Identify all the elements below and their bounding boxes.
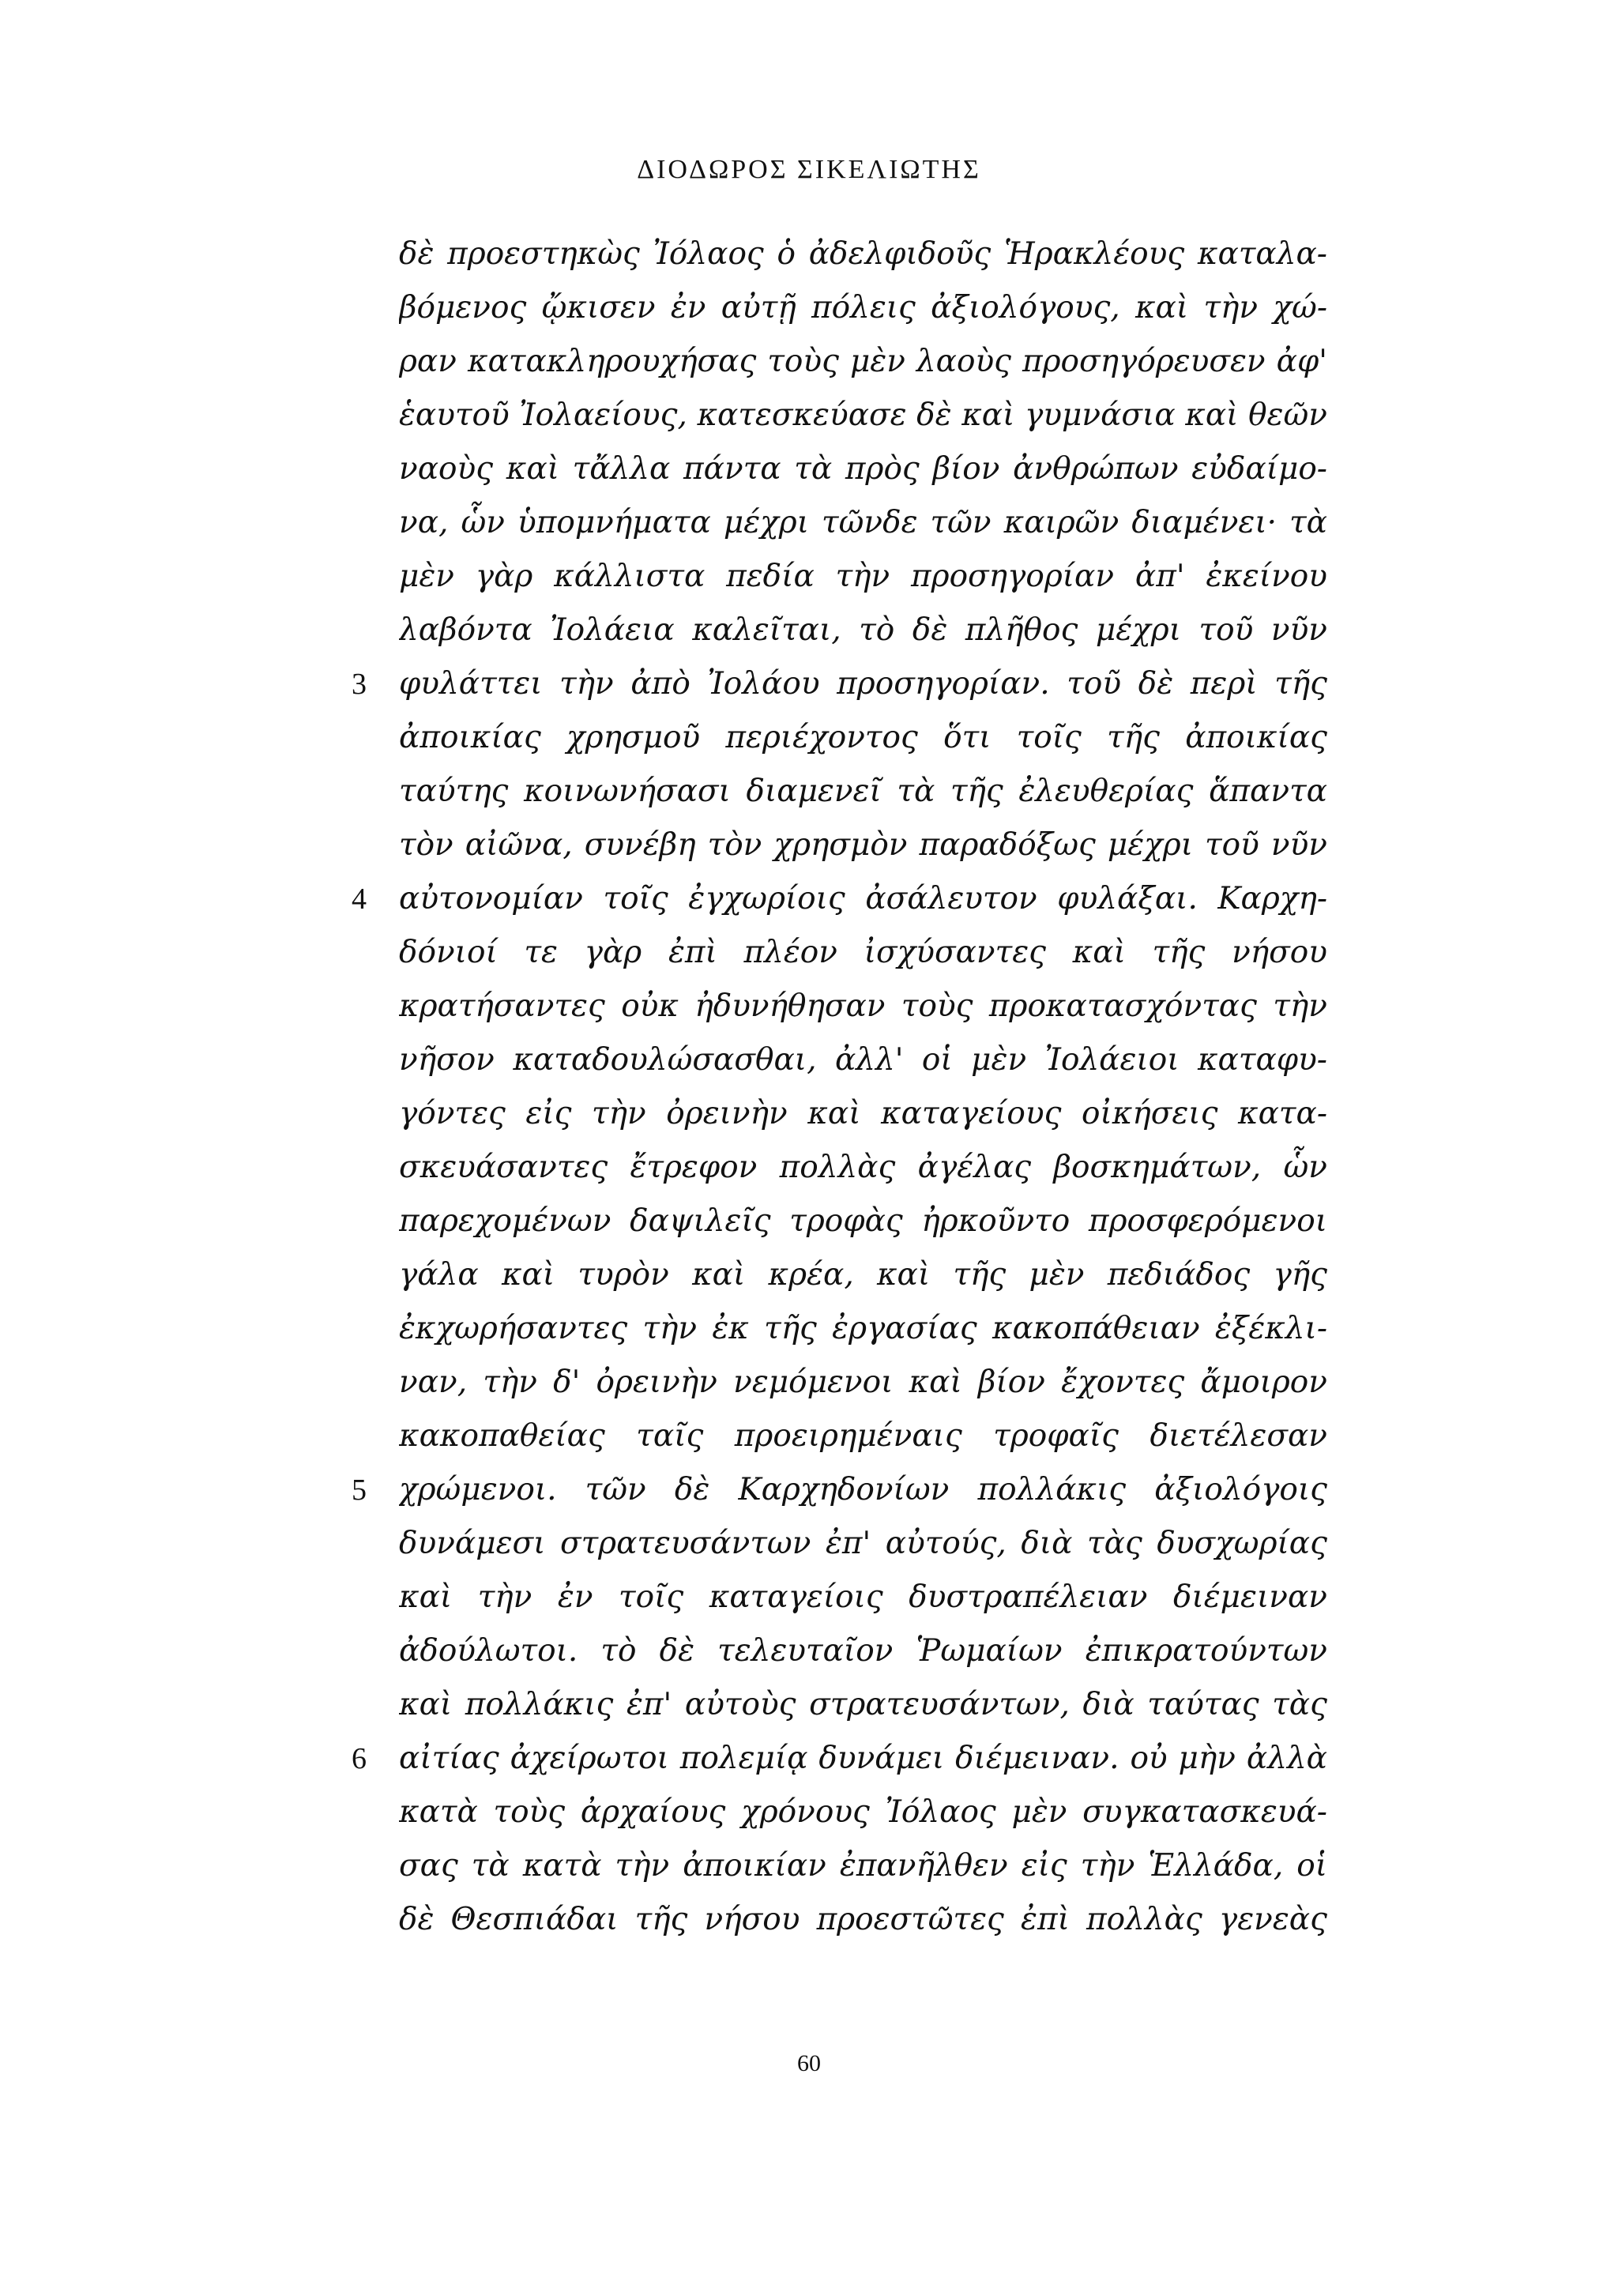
text-line (352, 1732, 1327, 1786)
running-head: ΔΙΟΔΩΡΟΣ ΣΙΚΕΛΙΩΤΗΣ (637, 155, 981, 184)
text-line (399, 819, 1327, 872)
line-text: ἐκχωρήσαντες τὴν ἐκ τῆς ἐργασίας κακοπάθειαν ἐξέκλι- (399, 1311, 1327, 1346)
line-text: σκευάσαντες ἔτρεφον πολλὰς ἀγέλας βοσκημάτων, ὧν (399, 1150, 1327, 1185)
line-text: λαβόντα Ἰολάεια καλεῖται, τὸ δὲ πλῆθος μέχρι τοῦ νῦν (399, 612, 1327, 648)
text-line (352, 1463, 1327, 1517)
line-text: ταύτης κοινωνήσασι διαμενεῖ τὰ τῆς ἐλευθερίας ἅπαντα (399, 773, 1327, 809)
line-text: μὲν γὰρ κάλλιστα πεδία τὴν προσηγορίαν ἀπ' ἐκείνου (399, 559, 1327, 594)
text-line (399, 442, 1327, 496)
line-text: αὐτονομίαν τοῖς ἐγχωρίοις ἀσάλευτον φυλάξαι. Καρχη- (399, 881, 1327, 917)
text-line (399, 1356, 1327, 1410)
text-line (399, 1087, 1327, 1141)
line-text: καὶ πολλάκις ἐπ' αὐτοὺς στρατευσάντων, διὰ ταύτας τὰς (399, 1687, 1327, 1722)
text-line (399, 1678, 1327, 1732)
line-text: ἑαυτοῦ Ἰολαείους, κατεσκεύασε δὲ καὶ γυμνάσια καὶ θεῶν (399, 397, 1327, 433)
line-text: κρατήσαντες οὐκ ἠδυνήθησαν τοὺς προκατασχόντας τὴν (399, 988, 1327, 1024)
line-text: χρώμενοι. τῶν δὲ Καρχηδονίων πολλάκις ἀξιολόγοις (399, 1472, 1327, 1507)
line-text: σας τὰ κατὰ τὴν ἀποικίαν ἐπανῆλθεν εἰς τὴν Ἑλλάδα, οἱ (399, 1848, 1327, 1884)
text-line (399, 1839, 1327, 1893)
line-text: ἀδούλωτοι. τὸ δὲ τελευταῖον Ῥωμαίων ἐπικρατούντων (399, 1633, 1327, 1669)
text-line (399, 604, 1327, 657)
line-text: ἀποικίας χρησμοῦ περιέχοντος ὅτι τοῖς τῆς ἀποικίας (399, 720, 1327, 755)
text-line (399, 281, 1327, 335)
text-line (399, 228, 1327, 281)
text-line (399, 926, 1327, 980)
section-number: 5 (352, 1474, 367, 1507)
text-line (352, 657, 1327, 711)
text-line (399, 765, 1327, 819)
section-number: 3 (352, 668, 367, 701)
line-text: κακοπαθείας ταῖς προειρημέναις τροφαῖς διετέλεσαν (399, 1418, 1327, 1454)
line-text: δὲ Θεσπιάδαι τῆς νήσου προεστῶτες ἐπὶ πολλὰς γενεὰς (399, 1902, 1327, 1937)
line-text: να, ὧν ὑπομνήματα μέχρι τῶνδε τῶν καιρῶν διαμένει· τὰ (399, 505, 1327, 540)
text-line (399, 550, 1327, 604)
text-line (399, 1033, 1327, 1087)
line-text: καὶ τὴν ἐν τοῖς καταγείοις δυστραπέλειαν διέμειναν (399, 1579, 1327, 1615)
text-line (399, 1786, 1327, 1839)
text-line (399, 1248, 1327, 1302)
section-number: 4 (352, 883, 367, 916)
line-text: παρεχομένων δαψιλεῖς τροφὰς ἠρκοῦντο προσφερόμενοι (399, 1203, 1327, 1239)
line-text: ναν, τὴν δ' ὀρεινὴν νεμόμενοι καὶ βίον ἔχοντες ἄμοιρον (399, 1364, 1327, 1400)
text-line (399, 711, 1327, 765)
section-number: 6 (352, 1742, 367, 1775)
line-text: τὸν αἰῶνα, συνέβη τὸν χρησμὸν παραδόξως μέχρι τοῦ νῦν (399, 827, 1327, 863)
line-text: γάλα καὶ τυρὸν καὶ κρέα, καὶ τῆς μὲν πεδιάδος γῆς (399, 1257, 1327, 1293)
text-line (399, 496, 1327, 550)
text-line (399, 389, 1327, 442)
line-text: δόνιοί τε γὰρ ἐπὶ πλέον ἰσχύσαντες καὶ τῆς νήσου (399, 935, 1327, 970)
line-text: βόμενος ᾤκισεν ἐν αὐτῇ πόλεις ἀξιολόγους, καὶ τὴν χώ- (399, 290, 1327, 326)
text-line (399, 1195, 1327, 1248)
line-text: κατὰ τοὺς ἀρχαίους χρόνους Ἰόλαος μὲν συγκατασκευά- (399, 1794, 1327, 1830)
text-line (399, 1893, 1327, 1947)
text-line (399, 1517, 1327, 1571)
text-line (399, 1410, 1327, 1463)
line-text: φυλάττει τὴν ἀπὸ Ἰολάου προσηγορίαν. τοῦ δὲ περὶ τῆς (399, 666, 1327, 702)
text-line (399, 1302, 1327, 1356)
text-line (399, 1624, 1327, 1678)
text-line (399, 980, 1327, 1033)
line-text: αἰτίας ἀχείρωτοι πολεμίᾳ δυνάμει διέμειναν. οὐ μὴν ἀλλὰ (399, 1741, 1327, 1776)
page-number: 60 (797, 2050, 821, 2076)
line-text: δὲ προεστηκὼς Ἰόλαος ὁ ἀδελφιδοῦς Ἡρακλέους καταλα- (399, 236, 1327, 272)
line-text: νῆσον καταδουλώσασθαι, ἀλλ' οἱ μὲν Ἰολάειοι καταφυ- (399, 1042, 1327, 1078)
text-line (399, 1571, 1327, 1624)
text-line (399, 1141, 1327, 1195)
line-text: ραν κατακληρουχήσας τοὺς μὲν λαοὺς προσηγόρευσεν ἀφ' (399, 344, 1327, 379)
line-text: δυνάμεσι στρατευσάντων ἐπ' αὐτούς, διὰ τὰς δυσχωρίας (399, 1526, 1327, 1561)
line-text: ναοὺς καὶ τἄλλα πάντα τὰ πρὸς βίον ἀνθρώπων εὐδαίμο- (399, 451, 1327, 487)
line-text: γόντες εἰς τὴν ὀρεινὴν καὶ καταγείους οἰκήσεις κατα- (399, 1096, 1327, 1131)
text-line (352, 872, 1327, 926)
text-block (352, 228, 1327, 1947)
text-line (399, 335, 1327, 389)
